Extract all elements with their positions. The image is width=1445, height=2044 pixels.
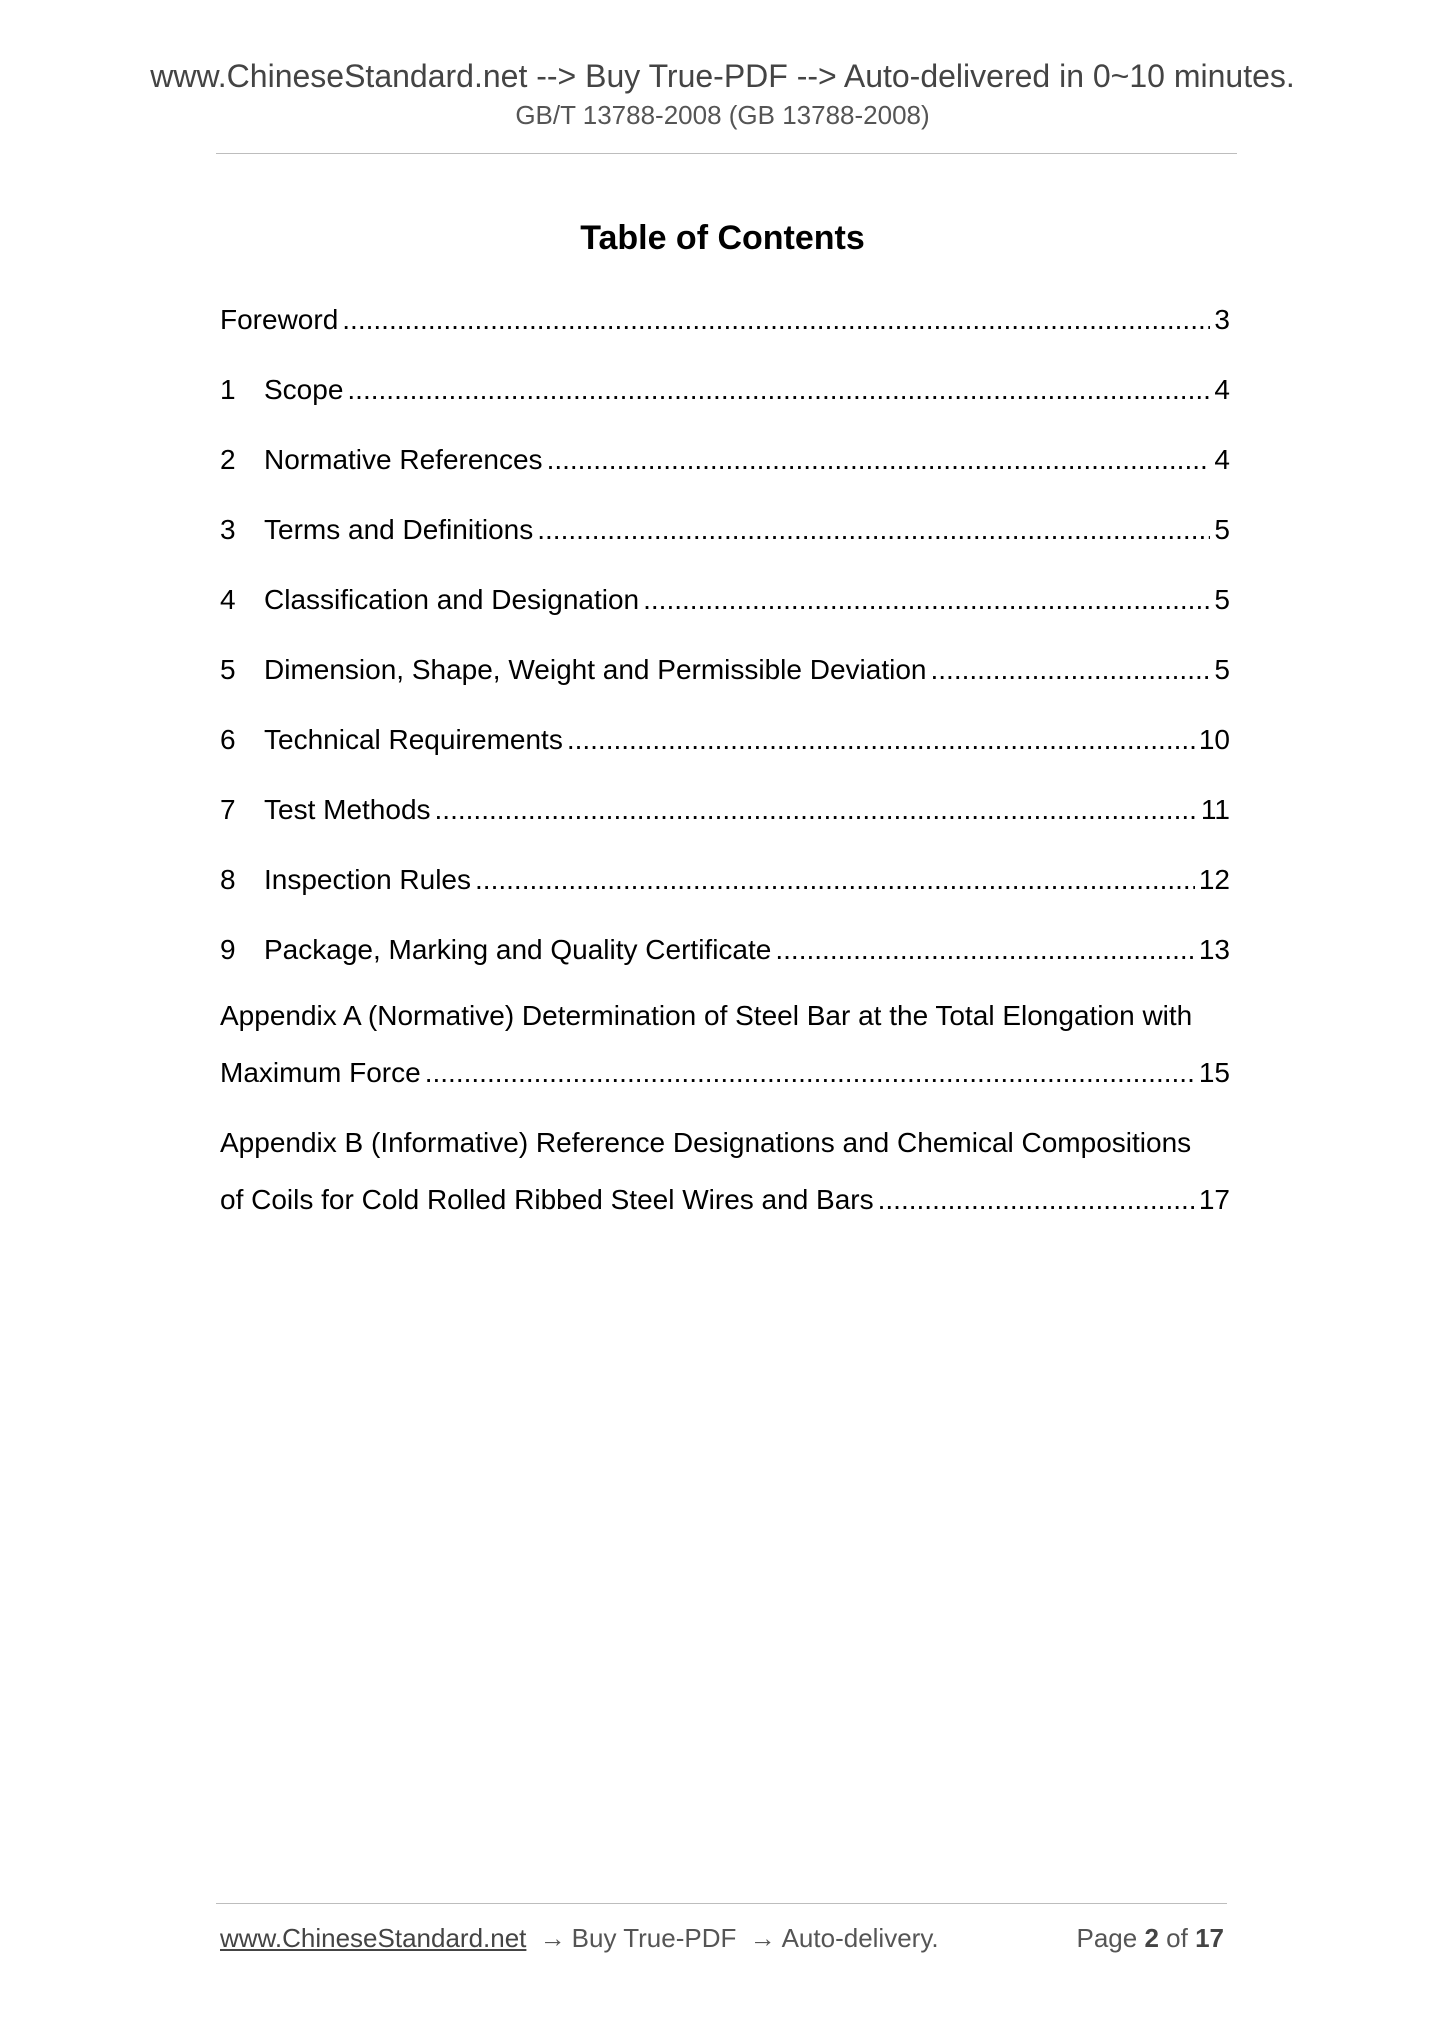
page-of-label: of	[1166, 1923, 1188, 1953]
toc-leader-dots	[475, 860, 1195, 900]
footer-divider	[216, 1903, 1227, 1904]
site-link[interactable]: www.ChineseStandard.net	[220, 1923, 527, 1953]
toc-entry-label-continued: Maximum Force	[220, 1057, 421, 1088]
toc-entry-label: Test Methods	[264, 794, 431, 825]
toc-entry-label: Appendix B (Informative) Reference Designations and Chemical Compositions	[220, 1127, 1192, 1158]
toc-entry-foreword[interactable]	[220, 300, 1230, 340]
toc-entry-technical-requirements[interactable]	[220, 720, 1230, 760]
toc-title: Table of Contents	[580, 219, 865, 257]
toc-page-number: 4	[1214, 444, 1230, 475]
toc-entry-terms-and-definitions[interactable]	[220, 510, 1230, 550]
toc-leader-dots	[930, 650, 1210, 690]
toc-leader-dots	[425, 1044, 1195, 1101]
toc-page-number: 17	[1198, 1184, 1230, 1215]
toc-leader-dots	[775, 930, 1194, 970]
toc-section-number: 5	[220, 654, 236, 685]
toc-entry-label-continued: of Coils for Cold Rolled Ribbed Steel Wires and Bars	[220, 1184, 874, 1215]
document-code: GB/T 13788-2008 (GB 13788-2008)	[515, 100, 930, 130]
page-indicator	[1076, 1918, 1224, 1958]
page-footer	[220, 1918, 1228, 1958]
toc-section-number: 2	[220, 444, 236, 475]
toc-entry-label: Dimension, Shape, Weight and Permissible Deviation	[264, 654, 927, 685]
toc-entry-normative-references[interactable]	[220, 440, 1230, 480]
toc-page-number: 10	[1198, 724, 1230, 755]
toc-entry-package-marking[interactable]	[220, 930, 1230, 970]
toc-entry-dimension-shape-weight[interactable]	[220, 650, 1230, 690]
toc-leader-dots	[537, 510, 1210, 550]
toc-entry-scope[interactable]	[220, 370, 1230, 410]
toc-entry-label: Inspection Rules	[264, 864, 472, 895]
toc-entry-classification-and-designation[interactable]	[220, 580, 1230, 620]
page-header	[0, 56, 1445, 132]
toc-entry-label: Appendix A (Normative) Determination of Steel Bar at the Total Elongation with	[220, 1000, 1193, 1031]
toc-section-number: 4	[220, 584, 236, 615]
buy-true-pdf-text: Buy True-PDF	[571, 1923, 737, 1953]
toc-page-number: 5	[1214, 514, 1230, 545]
toc-page-number: 15	[1198, 1057, 1230, 1088]
toc-page-number: 5	[1214, 584, 1230, 615]
toc-entry-inspection-rules[interactable]	[220, 860, 1230, 900]
toc-section-number: 1	[220, 374, 236, 405]
toc-page-number: 12	[1198, 864, 1230, 895]
toc-entry-label: Normative References	[264, 444, 543, 475]
toc-section-number: 6	[220, 724, 236, 755]
total-page-count: 17	[1195, 1923, 1224, 1953]
toc-leader-dots	[878, 1171, 1195, 1228]
toc-leader-dots	[435, 790, 1197, 830]
toc-entry-test-methods[interactable]	[220, 790, 1230, 830]
toc-section-number: 8	[220, 864, 236, 895]
header-divider	[216, 153, 1237, 154]
toc-leader-dots	[567, 720, 1195, 760]
toc-entry-label: Scope	[264, 374, 344, 405]
arrow-right-icon: →	[539, 1923, 566, 1953]
toc-page-number: 3	[1214, 304, 1230, 335]
toc-page-number: 4	[1214, 374, 1230, 405]
toc-leader-dots	[347, 370, 1210, 410]
toc-page-number: 11	[1200, 794, 1230, 825]
toc-leader-dots	[643, 580, 1210, 620]
auto-delivery-text: Auto-delivery.	[781, 1923, 939, 1953]
toc-entry-label: Technical Requirements	[264, 724, 563, 755]
toc-leader-dots	[342, 300, 1210, 340]
current-page-number: 2	[1144, 1923, 1159, 1953]
toc-page-number: 5	[1214, 654, 1230, 685]
toc-entry-label: Package, Marking and Quality Certificate	[264, 934, 772, 965]
toc-entry-appendix-b[interactable]	[220, 1114, 1230, 1228]
header-banner-text: www.ChineseStandard.net --> Buy True-PDF --> Auto-delivered in 0~10 minutes.	[150, 58, 1295, 94]
footer-links	[220, 1918, 939, 1958]
toc-page-number: 13	[1198, 934, 1230, 965]
toc-leader-dots	[547, 440, 1211, 480]
toc-entry-appendix-a[interactable]	[220, 987, 1230, 1101]
toc-entry-label: Foreword	[220, 304, 339, 335]
arrow-right-icon: →	[749, 1923, 776, 1953]
toc-section-number: 9	[220, 934, 236, 965]
page-label: Page	[1076, 1923, 1138, 1953]
toc-section-number: 7	[220, 794, 236, 825]
toc-entry-label: Classification and Designation	[264, 584, 640, 615]
toc-section-number: 3	[220, 514, 236, 545]
toc-entry-label: Terms and Definitions	[264, 514, 534, 545]
